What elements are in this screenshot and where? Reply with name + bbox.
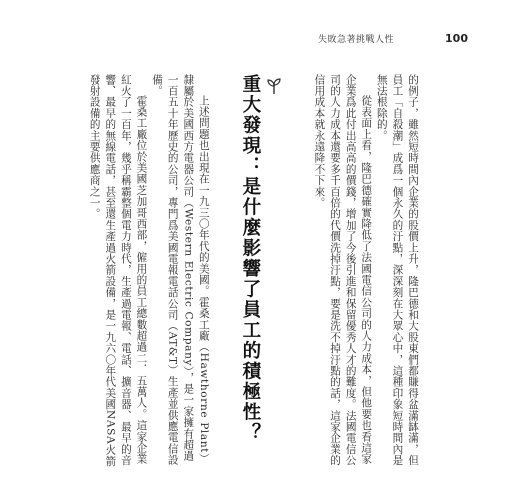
section-spacer (293, 74, 311, 75)
running-header (318, 30, 468, 46)
section-spacer (211, 74, 229, 75)
paragraph: 霍桑工廠位於美國芝加哥西部，僱用的員工總數超過二．五萬人。這家企業紅火了一百年，幾乎稱霸整個電力時代，生產過電報、電話、擴音器、最早的音響、最早的無線電話，甚至還生產過火箭設備，是一九六〇年代美國NASA火箭發射設備的主要供應商之一。 (88, 74, 148, 467)
body-text (88, 74, 420, 470)
chapter-title: 失敗急著挑戰人性 (318, 34, 395, 45)
page-number: 100 (445, 31, 468, 45)
paragraph: 的例子，雖然短時間內企業的股價上升，隆巴德和大股東們都賺得盆滿缽滿，但員工「自殺潮」成爲一個永久的汙點，深深刻在大眾心中，這種印象短時間內是無法根除的。 (375, 74, 419, 466)
paragraph: 從表面上看，隆巴德確實降低了法國電信公司的人力成本，但他要也看這家企業爲此付出高高的價錢，增加了今後引進和保留優秀人才的難度。法國電信公司的人力成本還要多千百倍的代價洗掉汙點，要是洗不掉汙點的話，這家企業的信用成本就永遠降不下來。 (313, 74, 373, 466)
sprout-icon (263, 74, 285, 96)
section-heading (239, 74, 285, 470)
section-heading-text: 重大發現：是什麼影響了員工的積極性？ (239, 74, 261, 443)
paragraph: 上述問題也出現在一九三〇年代的美國。霍桑工廠（Hawthorne Plant）隸屬於美國西方電器公司（Western Electric Company），是一家擁有超過一百五十年歷史的公司，專門爲美國電報電話公司（AT&T）生產並供應電信設備。 (151, 74, 210, 466)
